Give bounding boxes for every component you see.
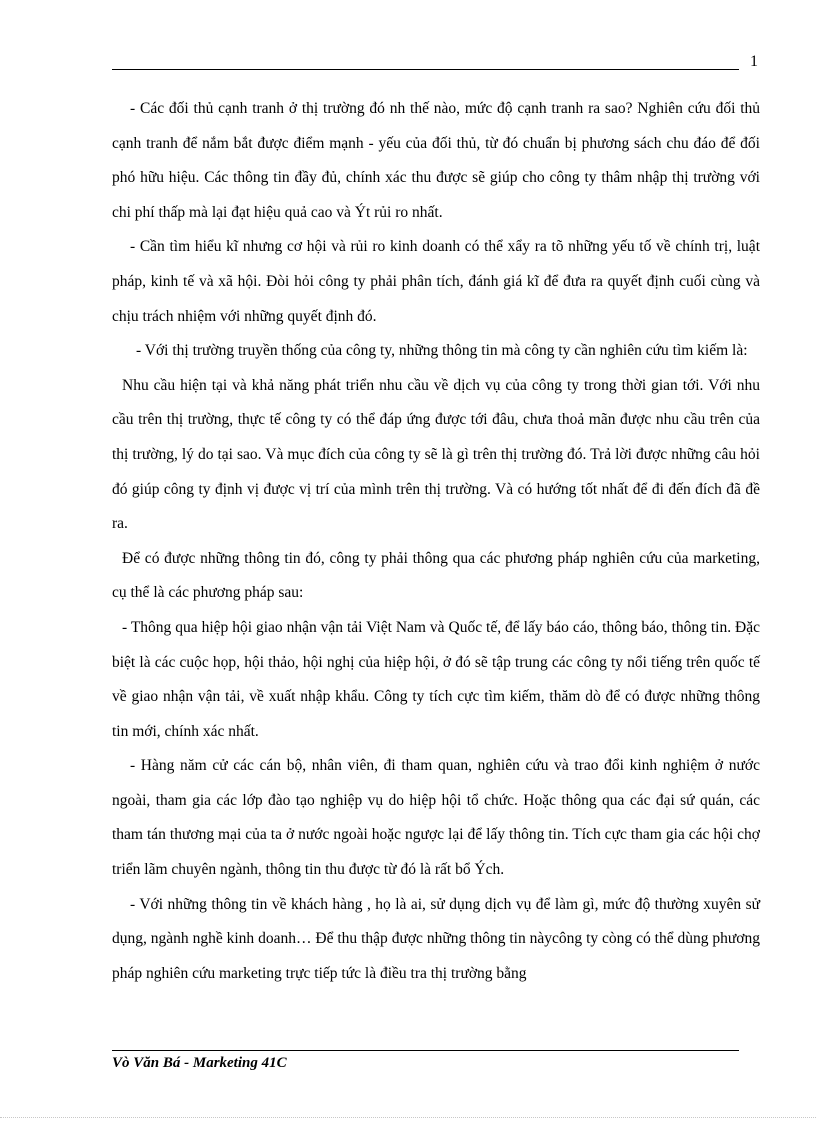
footer-author: Vò Văn Bá - Marketing 41C (112, 1055, 287, 1071)
paragraph-risks: - Cần tìm hiểu kĩ nhưng cơ hội và rủi ro kinh doanh có thể xẩy ra tõ những yếu tố về chính trị, luật pháp, kinh tế và xã hội. Đòi hỏi công ty phải phân tích, đánh giá kĩ để đưa ra quyết định cuối cùng và chịu trách nhiệm với những quyết định đó. (112, 238, 760, 325)
paragraph-association: - Thông qua hiệp hội giao nhận vận tải Việt Nam và Quốc tế, để lấy báo cáo, thông báo, thông tin. Đặc biệt là các cuộc họp, hội thảo, hội nghị của hiệp hội, ở đó sẽ tập trung các công ty nổi tiếng trên quốc tế về giao nhận vận tải, về xuất nhập khẩu. Công ty tích cực tìm kiếm, thăm dò để có được những thông tin mới, chính xác nhất. (112, 618, 760, 740)
paragraph-customers: - Với những thông tin về khách hàng , họ là ai, sử dụng dịch vụ để làm gì, mức độ thường xuyên sử dụng, ngành nghề kinh doanh… Để thu thập được những thông tin nàycông ty còng có thể dùng phương pháp nghiên cứu marketing trực tiếp tức là điều tra thị trường bằng (112, 895, 760, 982)
paragraph-overseas: - Hàng năm cử các cán bộ, nhân viên, đi tham quan, nghiên cứu và trao đổi kinh nghiệm ở nước ngoài, tham gia các lớp đào tạo nghiệp vụ do hiệp hội tổ chức. Hoặc thông qua các đại sứ quán, các tham tán thương mại của ta ở nước ngoài hoặc ngược lại để lấy thông tin. Tích cực tham gia các hội chợ triển lãm chuyên ngành, thông tin thu được từ đó là rất bổ Ých. (112, 757, 760, 879)
paragraph-traditional-market: - Với thị trường truyền thống của công ty, những thông tin mà công ty cần nghiên cứu tìm kiếm là: (136, 342, 748, 360)
footer-rule (112, 1050, 739, 1051)
paragraph-competitors: - Các đối thủ cạnh tranh ở thị trường đó nh thế nào, mức độ cạnh tranh ra sao? Nghiên cứu đối thủ cạnh tranh để nắm bắt được điểm mạnh - yếu của đối thủ, từ đó chuẩn bị phương sách chu đáo để đối phó hữu hiệu. Các thông tin đầy đủ, chính xác thu được sẽ giúp cho công ty thâm nhập thị trường với chi phí thấp mà lại đạt hiệu quả cao và Ýt rủi ro nhất. (112, 100, 760, 221)
page-number: 1 (750, 53, 758, 70)
paragraph-methods-intro: Để có được những thông tin đó, công ty phải thông qua các phương pháp nghiên cứu của marketing, cụ thể là các phương pháp sau: (112, 549, 760, 602)
document-body (112, 92, 760, 991)
page-bottom-border (0, 1117, 816, 1118)
header-rule (112, 69, 739, 70)
paragraph-demand: Nhu cầu hiện tại và khả năng phát triển nhu cầu về dịch vụ của công ty trong thời gian tới. Với nhu cầu trên thị trường, thực tế công ty có thể đáp ứng được tới đâu, chưa thoả mãn được nhu cầu trên của thị trường, lý do tại sao. Và mục đích của công ty sẽ là gì trên thị trường đó. Trả lời được những câu hỏi đó giúp công ty định vị được vị trí của mình trên thị trường. Và có hướng tốt nhất để đi đến đích đã đề ra. (112, 376, 760, 533)
